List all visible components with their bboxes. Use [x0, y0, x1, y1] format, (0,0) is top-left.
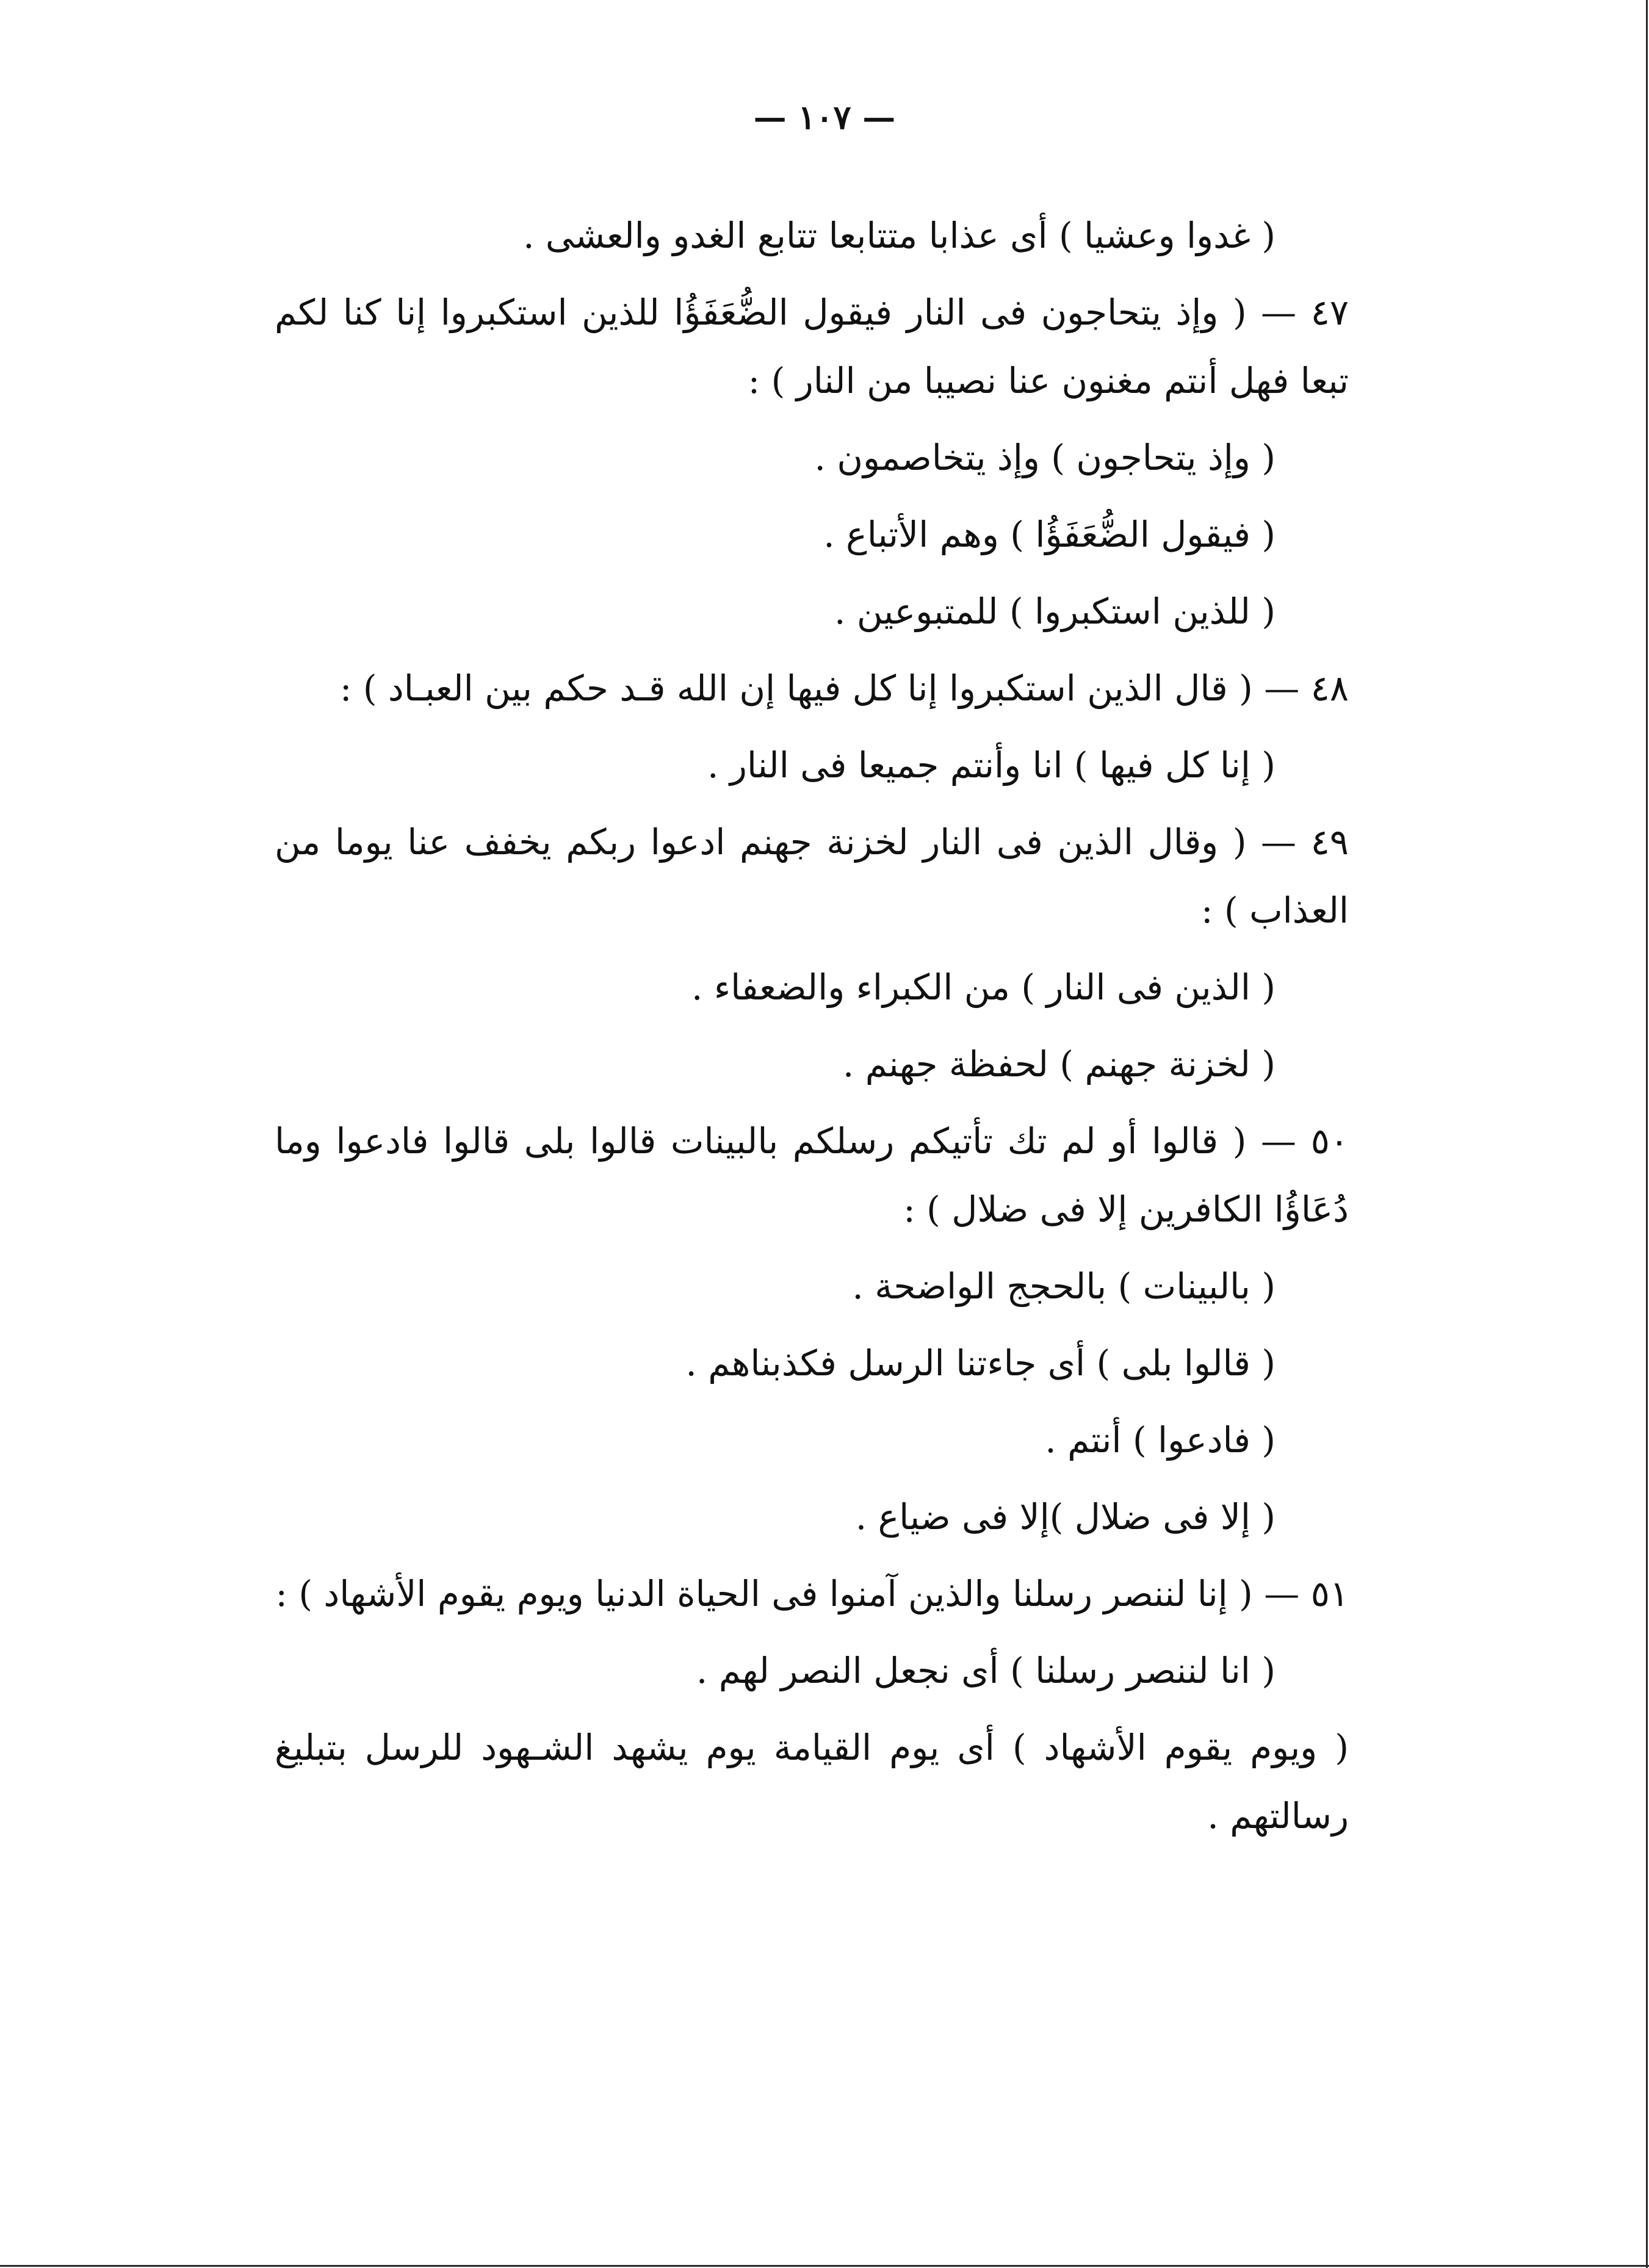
- verse-paragraph-51: ٥١ — ( إنا لننصر رسلنا والذين آمنوا فى الحياة الدنيا ويوم يقوم الأشهاد ) :: [275, 1573, 1349, 1615]
- gloss-paragraph: ( غدوا وعشيا ) أى عذابا متتابعا تتابع الغدو والعشى .: [523, 215, 1276, 256]
- verse-paragraph-48: ٤٨ — ( قال الذين استكبروا إنا كل فيها إن الله قـد حكم بين العبـاد ) :: [339, 668, 1349, 709]
- gloss-paragraph: ( انا لننصر رسلنا ) أى نجعل النصر لهم .: [696, 1650, 1276, 1691]
- gloss-paragraph: ( وإذ يتحاجون ) وإذ يتخاصمون .: [814, 437, 1276, 478]
- gloss-paragraph: ( لخزنة جهنم ) لحفظة جهنم .: [842, 1043, 1276, 1085]
- gloss-paragraph: ( فيقول الضُّعَفَؤُا ) وهم الأتباع .: [823, 514, 1276, 555]
- gloss-paragraph: ( قالوا بلى ) أى جاءتنا الرسل فكذبناهم .: [685, 1342, 1276, 1384]
- gloss-paragraph: ( الذين فى النار ) من الكبراء والضعفاء .: [691, 967, 1276, 1008]
- page-number: — ١٠٧ —: [753, 98, 896, 137]
- gloss-paragraph: ( إلا فى ضلال )إلا فى ضياع .: [855, 1496, 1276, 1538]
- scan-border-right: [1646, 0, 1648, 2268]
- gloss-paragraph: ( بالبينات ) بالحجج الواضحة .: [852, 1265, 1276, 1307]
- verse-paragraph-49: ٤٩ — ( وقال الذين فى النار لخزنة جهنم ادعوا ربكم يخفف عنا يوما من العذاب ) :: [275, 821, 1349, 931]
- gloss-paragraph-final: ( ويوم يقوم الأشهاد ) أى يوم القيامة يوم يشهد الشـهود للرسل بتبليغ رسالتهم .: [275, 1727, 1349, 1837]
- verse-paragraph-47: ٤٧ — ( وإذ يتحاجون فى النار فيقول الضُّعَفَؤُا للذين استكبروا إنا كنا لكم تبعا فهل أنتم مغنون عنا نصيبا من النار ) :: [275, 292, 1349, 401]
- gloss-paragraph: ( إنا كل فيها ) انا وأنتم جميعا فى النار .: [707, 744, 1276, 786]
- gloss-paragraph: ( للذين استكبروا ) للمتبوعين .: [834, 591, 1276, 632]
- page-body: [275, 201, 1349, 1859]
- verse-paragraph-50: ٥٠ — ( قالوا أو لم تك تأتيكم رسلكم بالبينات قالوا بلى قالوا فادعوا وما دُعَاؤُا الكافرين إلا فى ضلال ) :: [275, 1120, 1349, 1230]
- gloss-paragraph: ( فادعوا ) أنتم .: [1045, 1419, 1276, 1461]
- scan-border-bottom: [0, 2265, 1649, 2267]
